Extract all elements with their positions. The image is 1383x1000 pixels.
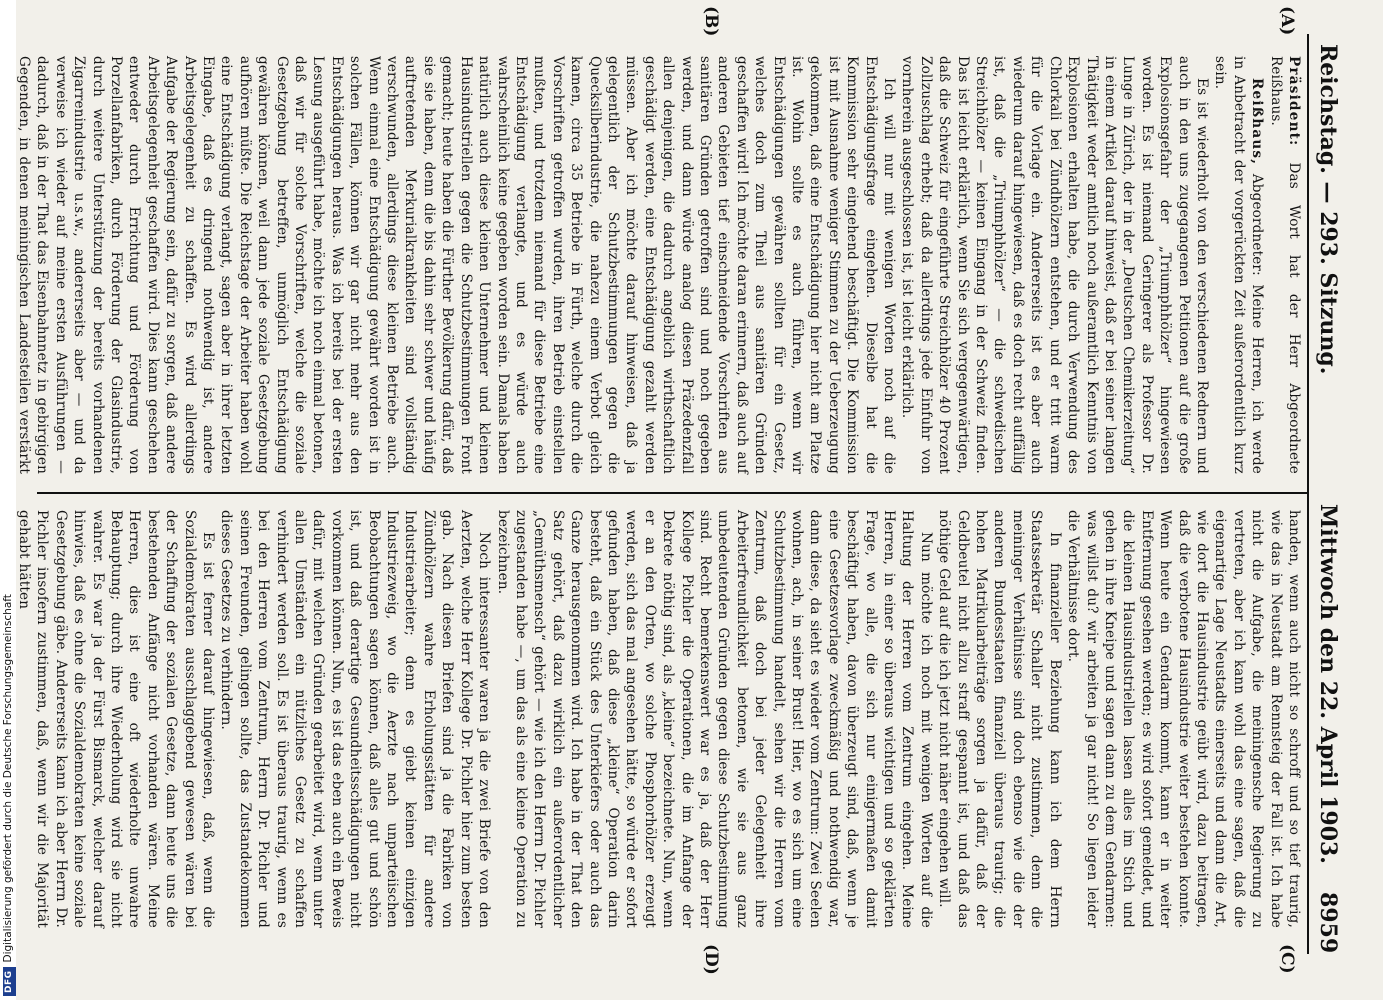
body-paragraph: Es ist wiederholt von den verschiedenen Rednern und auch in den uns zugegangenen Petitionen auf die große Explosionsgefahr der „Triumphhölzer“ hingewiesen worden. Es ist niemand Geringerer als Professor Dr. Lunge in Zürich, der in der „Deutschen Chemikerzeitung“ in einem Artikel darauf hinweist, daß er bei seiner langen Thätigkeit weder amtlich noch außeramtlich Kenntnis von Explosionen erhalten habe, die durch Verwendung des Chlorkali bei Zündhölzern entstehen, und er tritt warm für die Vorlage ein. Andererseits ist es aber auch wiederum darauf hingewiesen, daß es doch recht auffällig ist, daß die „Triumphhölzer“ — die schwedischen Streichhölzer — keinen Eingang in der Schweiz finden. Das ist leicht erklärlich, wenn Sie sich vergegenwärtigen, daß die Schweiz für eingeführte Streichhölzer 40 Prozent Zollzuschlag erhebt; daß da allerdings jede Einfuhr von vornherein ausgeschlossen ist, ist leicht erklärlich. <box>899 56 1210 474</box>
header-left-title: Reichstag. — 293. Sitzung. <box>1315 44 1341 375</box>
page-header <box>1309 4 1349 976</box>
footer-rotated <box>2 596 15 996</box>
body-paragraph: handen, wenn auch nicht so schroff und so tief traurig, wie das in Neustadt am Rennsteig der Fall ist. Ich habe nicht die Aufgabe, die meiningensche Regierung zu vertreten, aber ich kann wohl das eine sagen, daß die eigenartige Lage Neustadts einerseits und dann die Art, wie dort die Hausindustrie geübt wird, dazu beitragen, daß die verbotene Hausindustrie weiter bestehen konnte. Wenn heute ein Gendarm kommt, kann er in weiter Entfernung gesehen werden; es wird sofort gemeldet, und die kleinen Hausindustriellen lassen alles im Stich und gehen in ihre Kneipe und sagen dann zu dem Gendarmen: was willst du? wir arbeiten ja gar nicht! So liegen leider die Verhältnisse dort. <box>1065 510 1302 928</box>
funding-note: Digitalisierung gefördert durch die Deutsche Forschungsgemeinschaft <box>2 594 14 963</box>
speaker-label: Reißhaus, <box>1249 78 1266 166</box>
funding-footer <box>0 0 16 1000</box>
column-divider <box>37 492 1307 494</box>
text-column-left <box>15 56 1303 474</box>
speaker-label: Präsident: <box>1286 56 1302 147</box>
margin-marker-d: (D) <box>701 944 721 975</box>
scanned-page <box>16 0 1383 1000</box>
body-paragraph: Noch interessanter waren ja die zwei Briefe von den Aerzten, welche Herr Kollege Dr. Pichler hier zum besten gab. Nach diesen Briefen sind ja die Fabriken von Zündhölzern wahre Erholungsstätten für andere Industriearbeiter; denn es giebt keinen einzigen Industriezweig, wo die Aerzte nach unparteiischen Beobachtungen sagen können, daß alles gut und schön ist, und daß derartige Gesundheitsschädigungen nicht vorkommen können. Nun, es ist das eben auch ein Beweis dafür, mit welchen Gründen gearbeitet wird, wenn unter allen Umständen ein nützliches Gesetz zu schaffen verhindert werden soll. Es ist überaus traurig, wenn es bei den Herren vom Zentrum, Herrn Dr. Pichler und seinen Freunden, gelingen sollte, das Zustandekommen dieses Gesetzes zu verhindern. <box>218 510 493 928</box>
margin-marker-c: (C) <box>1277 944 1297 974</box>
header-rule <box>1307 34 1309 954</box>
body-paragraph: Ich will nur mit wenigen Worten noch auf die Entschädigungsfrage eingehen. Dieselbe hat die Kommission sehr eingehend beschäftigt. Die Kommission ist mit Ausnahme weniger Stimmen zu der Ueberzeugung gekommen, daß eine Entschädigung hier nicht am Platze ist. Wohin sollte es auch führen, wenn wir Entschädigungen gewähren sollten für ein Gesetz, welches doch zum Theil aus sanitären Gründen geschaffen wird! Ich möchte daran erinnern, daß auch auf anderen Gebieten tief einschneidende Vorschriften aus sanitären Gründen getroffen sind und noch gegeben werden, und dann würde analog diesen Präzedenzfall allen denjenigen, die dadurch angeblich wirthschaftlich geschädigt werden, eine Entschädigung gezahlt werden müssen. Aber ich möchte darauf hinweisen, daß ja gelegentlich der Schutzbestimmungen gegen die Quecksilberindustrie, die nahezu einem Verbot gleich kamen, circa 35 Betriebe in Fürth, welche durch die Vorschriften getroffen wurden, ihren Betrieb einstellen mußten, und trotzdem niemand für diese Betriebe eine Entschädigung verlangte, und es würde auch wahrscheinlich keine gegeben worden sein. Damals haben natürlich auch diese kleinen Unternehmer und kleinen Hausindustriellen gegen die Schutzbestimmungen Front gemacht; heute haben die Fürther Bevölkerung dafür, daß sie sie haben, denn die bis dahin sehr schwer und häufig auftretenden Merkurialkrankheiten sind vollständig verschwunden, allerdings diese kleinen Betriebe auch. Wenn einmal eine Entschädigung gewährt worden ist in solchen Fällen, können wir gar nicht mehr aus den Entschädigungen heraus. Was ich bereits bei der ersten Lesung ausgeführt habe, möchte ich noch einmal betonen, daß wir für solche Vorschriften, welche die soziale Gesetzgebung betreffen, unmöglich Entschädigung gewähren können, weil dann jede soziale Gesetzgebung aufhören müßte. Die Reichstage der Arbeiter haben wohl eine Entschädigung verlangt, sagen aber in ihrer letzten Eingabe, daß es dringend nothwendig ist, andere Arbeitsgelegenheit zu schaffen. Es wird allerdings Aufgabe der Regierung sein, dafür zu sorgen, daß andere Arbeitsgelegenheit geschaffen wird. Dies kann geschehen entweder durch Errichtung und Förderung von Porzellanfabriken, durch Förderung der Glasindustrie, durch weitere Unterstützung der bereits vorhandenen Zigarrenindustrie u.s.w., andererseits aber — und da verweise ich wieder auf meine ersten Ausführungen — dadurch, daß in der That das Eisenbahnnetz in gebirgigen Gegenden, in denen meiningischen Landesteilen verstärkt <box>15 56 898 474</box>
header-right-title: Mittwoch den 22. April 1903. <box>1315 504 1341 864</box>
body-paragraph: Es ist ferner darauf hingewiesen, daß, wenn die Sozialdemokraten ausschlaggebend gewesen wären bei der Schaffung der sozialen Gesetze, dann heute uns die bestehenden Anfänge nicht vorhanden wären. Meine Herren, dies ist eine oft wiederholte unwahre Behauptung; durch ihre Wiederholung wird sie nicht wahrer. Es war ja der Fürst Bismarck, welcher darauf hinwies, daß es ohne die Sozialdemokraten keine soziale Gesetzgebung gäbe. Andererseits kann ich aber Herrn Dr. Pichler insofern zustimmen, daß, wenn wir die Majorität gehabt hätten <box>15 510 217 928</box>
margin-marker-b: (B) <box>701 6 721 37</box>
text-column-right <box>15 510 1303 928</box>
speaker-intro: Abgeordneter: Meine Herren, ich werde in Anbetracht der vorgerückten Zeit außerordentlich kurz sein. <box>1212 56 1266 474</box>
body-paragraph: Nun möchte ich noch mit wenigen Worten auf die Haltung der Herren vom Zentrum eingehen. Meine Herren, in einer so überaus wichtigen und so geklärten Frage, wo alle, die sich nur einigermaßen damit beschäftigt haben, davon überzeugt sind, daß, wenn je eine Gesetzesvorlage zweckmäßig und nothwendig war, dann diese, da sieht es wieder vom Zentrum: Zwei Seelen wohnen, ach, in seiner Brust! Hier, wo es sich um eine Schutzbestimmung handelt, sehen wir die Herren vom Zentrum, daß doch bei jeder Gelegenheit ihre Arbeiterfreundlichkeit betonen, wie sie aus ganz unbedeutenden Gründen gegen diese Schutzbestimmung sind. Recht bemerkenswert war es ja, daß der Herr Kollege Pichler die Operationen, die im Anfange der Dekrete nöthig sind, als „kleine“ bezeichnete. Nun, wenn er an den Orten, wo solche Phosphorhölzer erzeugt werden, sich das mal angesehen hätte, so würde er sofort gefunden haben, daß diese „kleine“ Operation darin besteht, daß ein Stück des Unterkiefers oder auch das Ganze herausgenommen wird. Ich habe in der That den Satz gehört, daß dazu wirklich ein außerordentlicher „Gemüthsmensch“ gehört — wie ich den Herrn Dr. Pichler zugestanden habe —, um das als eine kleine Operation zu bezeichnen. <box>494 510 934 928</box>
speaker-paragraph <box>1266 56 1303 474</box>
body-paragraph: In finanzieller Beziehung kann ich dem Herrn Staatssekretär Schaller nicht zustimmen, denn die meininger Verhältnisse sind doch ebenso wie die der anderen Bundesstaaten finanziell überaus traurig; die hohen Matrikularbeiträge sorgen ja dafür, daß der Geldbeutel nicht allzu straff gespannt ist, und daß das nöthige Geld auf die ich jetzt nicht näher eingehen will. <box>936 510 1063 928</box>
page-number: 8959 <box>1315 892 1341 954</box>
margin-marker-a: (A) <box>1277 6 1297 36</box>
rotated-page-content <box>15 4 1349 976</box>
speaker-paragraph <box>1211 56 1266 474</box>
speaker-intro: Das Wort hat der Herr Abgeordnete Reißhaus. <box>1267 56 1302 474</box>
dfg-logo: DFG <box>3 967 16 996</box>
